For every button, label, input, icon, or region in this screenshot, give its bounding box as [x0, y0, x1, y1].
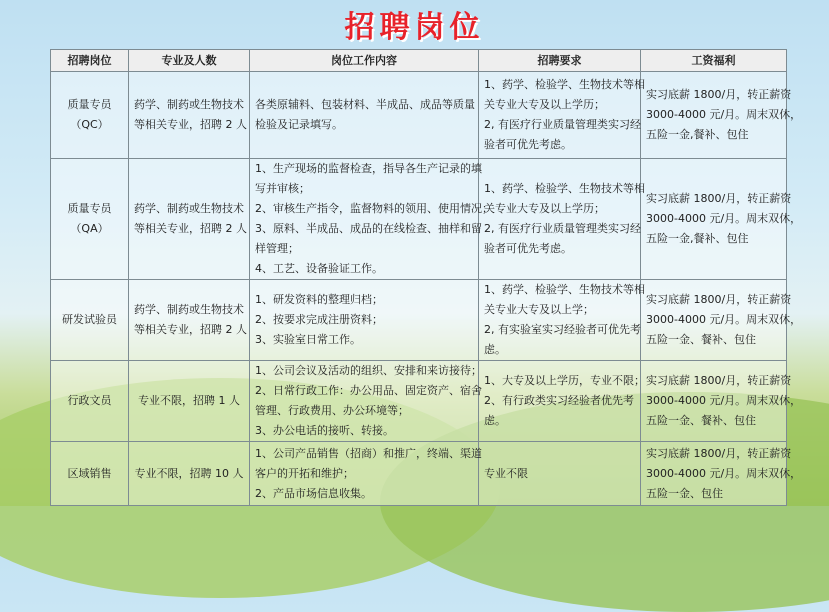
cell-line: 区域销售	[67, 466, 112, 480]
cell-line: （QC）	[70, 118, 109, 131]
cell-line: 等相关专业，招聘 2 人	[134, 118, 247, 131]
cell-line: 虑。	[484, 414, 506, 427]
cell-line: 检验及记录填写。	[255, 118, 343, 131]
table-row	[51, 280, 787, 361]
cell-line: 写并审核；	[255, 182, 310, 195]
cell-content	[250, 442, 482, 506]
cell-line: 关专业大专及以上学历；	[484, 98, 605, 111]
cell-major	[129, 72, 250, 159]
cell-line: 2, 有医疗行业质量管理类实习经	[484, 222, 641, 235]
cell-benefits	[641, 159, 802, 280]
cell-line: 1、公司产品销售（招商）和推广，终端、渠道	[255, 446, 482, 460]
cell-line: 研发试验员	[62, 313, 117, 326]
cell-line: 2、日常行政工作：办公用品、固定资产、宿舍	[255, 384, 482, 397]
cell-line: 2、有行政类实习经验者优先考	[484, 394, 634, 407]
cell-position	[51, 442, 129, 506]
cell-line: 2、产品市场信息收集。	[255, 486, 372, 500]
cell-line: 专业不限，招聘 10 人	[134, 466, 244, 480]
table-header-row	[51, 50, 787, 72]
cell-line: 3000-4000 元/月。周末双休，	[646, 212, 802, 225]
cell-major	[129, 280, 250, 361]
header-requirements: 招聘要求	[479, 50, 641, 72]
cell-content	[250, 159, 493, 280]
cell-line: 1、研发资料的整理归档；	[255, 293, 383, 306]
cell-line: 3、办公电话的接听、转接。	[255, 424, 394, 437]
cell-line: 五险一金、餐补、包住	[646, 333, 756, 346]
header-major: 专业及人数	[129, 50, 250, 72]
cell-line: 五险一金,餐补、包住	[646, 232, 749, 245]
cell-requirements	[479, 159, 645, 280]
cell-line: 质量专员	[67, 98, 112, 111]
cell-line: 实习底薪 1800/月，转正薪资	[646, 192, 792, 205]
cell-line: 2、审核生产指令，监督物料的领用、使用情况；	[255, 202, 493, 215]
cell-line: 3000-4000 元/月。周末双休，	[646, 313, 802, 326]
cell-major	[129, 361, 250, 442]
cell-line: 质量专员	[67, 202, 112, 215]
cell-line: 样管理；	[255, 242, 299, 255]
cell-line: 1、药学、检验学、生物技术等相	[484, 78, 645, 91]
cell-line: 3、原料、半成品、成品的在线检查、抽样和留	[255, 222, 482, 235]
cell-position	[51, 159, 129, 280]
cell-line: 专业不限	[484, 466, 528, 480]
cell-line: 五险一金、餐补、包住	[646, 414, 756, 427]
cell-line: 1、大专及以上学历，专业不限；	[484, 374, 645, 387]
header-benefits: 工资福利	[641, 50, 787, 72]
cell-line: 3、实验室日常工作。	[255, 333, 361, 346]
cell-position	[51, 361, 129, 442]
cell-line: 关专业大专及以上学历；	[484, 202, 605, 215]
cell-line: 管理、行政费用、办公环境等；	[255, 404, 409, 417]
cell-line: 等相关专业，招聘 2 人	[134, 323, 247, 336]
cell-line: 验者可优先考虑。	[484, 242, 572, 255]
cell-line: 药学、制药或生物技术	[134, 303, 244, 316]
cell-major	[129, 159, 250, 280]
cell-requirements	[479, 72, 645, 159]
cell-benefits	[641, 72, 802, 159]
table-row	[51, 442, 787, 506]
cell-line: 虑。	[484, 343, 506, 356]
cell-line: 关专业大专及以上学；	[484, 303, 594, 316]
cell-line: （QA）	[70, 222, 109, 235]
cell-benefits	[641, 442, 802, 506]
cell-benefits	[641, 361, 802, 442]
cell-line: 实习底薪 1800/月，转正薪资	[646, 446, 792, 460]
cell-line: 行政文员	[67, 394, 112, 407]
cell-position	[51, 280, 129, 361]
cell-line: 1、生产现场的监督检查，指导各生产记录的填	[255, 162, 482, 175]
cell-line: 等相关专业，招聘 2 人	[134, 222, 247, 235]
cell-major	[129, 442, 250, 506]
cell-line: 药学、制药或生物技术	[134, 98, 244, 111]
cell-line: 2, 有实验室实习经验者可优先考	[484, 323, 641, 336]
cell-line: 五险一金、包住	[646, 486, 723, 500]
cell-line: 实习底薪 1800/月，转正薪资	[646, 88, 792, 101]
cell-line: 2、按要求完成注册资料；	[255, 313, 383, 326]
job-table	[50, 49, 802, 506]
cell-line: 客户的开拓和维护；	[255, 466, 354, 480]
cell-line: 各类原辅料、包装材料、半成品、成品等质量	[255, 98, 475, 111]
cell-position	[51, 72, 129, 159]
cell-line: 1、药学、检验学、生物技术等相	[484, 182, 645, 195]
cell-line: 药学、制药或生物技术	[134, 202, 244, 215]
cell-content	[250, 361, 482, 442]
header-position: 招聘岗位	[51, 50, 129, 72]
table-row	[51, 72, 787, 159]
table-row	[51, 159, 787, 280]
cell-line: 3000-4000 元/月。周末双休，	[646, 394, 802, 407]
cell-requirements	[479, 442, 641, 506]
cell-line: 3000-4000 元/月。周末双休，	[646, 108, 802, 121]
header-content: 岗位工作内容	[250, 50, 479, 72]
cell-line: 实习底薪 1800/月，转正薪资	[646, 374, 792, 387]
cell-requirements	[479, 361, 645, 442]
cell-line: 实习底薪 1800/月，转正薪资	[646, 293, 792, 306]
cell-content	[250, 72, 479, 159]
cell-line: 1、公司会议及活动的组织、安排和来访接待；	[255, 364, 482, 377]
cell-line: 1、药学、检验学、生物技术等相	[484, 283, 645, 296]
cell-requirements	[479, 280, 645, 361]
page-title: 招聘岗位	[344, 10, 485, 45]
table-row	[51, 361, 787, 442]
cell-line: 2, 有医疗行业质量管理类实习经	[484, 118, 641, 131]
cell-line: 验者可优先考虑。	[484, 138, 572, 151]
cell-line: 4、工艺、设备验证工作。	[255, 262, 383, 275]
cell-content	[250, 280, 479, 361]
cell-line: 3000-4000 元/月。周末双休，	[646, 466, 802, 480]
cell-line: 五险一金,餐补、包住	[646, 128, 749, 141]
cell-line: 专业不限，招聘 1 人	[138, 394, 240, 407]
cell-benefits	[641, 280, 802, 361]
